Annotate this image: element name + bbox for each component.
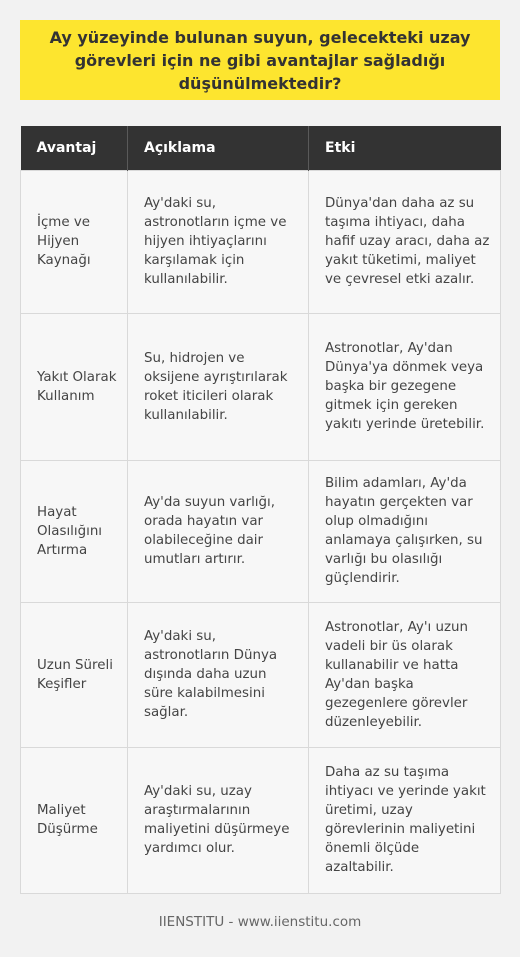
table-row bbox=[21, 460, 501, 602]
table-header-row bbox=[21, 126, 501, 170]
column-header-description: Açıklama bbox=[128, 126, 309, 170]
effect-cell: Daha az su taşıma ihtiyacı ve yerinde yakıt üretimi, uzay görevlerinin maliyetini önemli ölçüde azaltabilir. bbox=[309, 747, 501, 893]
effect-cell: Bilim adamları, Ay'da hayatın gerçekten var olup olmadığını anlamaya çalışırken, su varlığı bu olasılığı güçlendirir. bbox=[309, 460, 501, 602]
description-cell: Ay'daki su, astronotların Dünya dışında daha uzun süre kalabilmesini sağlar. bbox=[128, 602, 309, 747]
table-row bbox=[21, 313, 501, 460]
table-row bbox=[21, 602, 501, 747]
advantage-cell: Maliyet Düşürme bbox=[21, 747, 128, 893]
description-cell: Ay'da suyun varlığı, orada hayatın var olabileceğine dair umutları artırır. bbox=[128, 460, 309, 602]
effect-cell: Dünya'dan daha az su taşıma ihtiyacı, daha hafif uzay aracı, daha az yakıt tüketimi, maliyet ve çevresel etki azalır. bbox=[309, 170, 501, 313]
page-title: Ay yüzeyinde bulunan suyun, gelecekteki uzay görevleri için ne gibi avantajlar sağladığı düşünülmektedir? bbox=[49, 27, 471, 93]
description-cell: Ay'daki su, astronotların içme ve hijyen ihtiyaçlarını karşılamak için kullanılabilir. bbox=[128, 170, 309, 313]
effect-cell: Astronotlar, Ay'dan Dünya'ya dönmek veya başka bir gezegene gitmek için gereken yakıtı yerinde üretebilir. bbox=[309, 313, 501, 460]
advantage-cell: Uzun Süreli Keşifler bbox=[21, 602, 128, 747]
description-cell: Su, hidrojen ve oksijene ayrıştırılarak roket iticileri olarak kullanılabilir. bbox=[128, 313, 309, 460]
footer-credit: IIENSTITU - www.iienstitu.com bbox=[158, 914, 362, 930]
column-header-effect: Etki bbox=[309, 126, 501, 170]
advantages-table bbox=[20, 126, 501, 894]
title-banner bbox=[20, 20, 500, 100]
description-cell: Ay'daki su, uzay araştırmalarının maliyetini düşürmeye yardımcı olur. bbox=[128, 747, 309, 893]
advantage-cell: İçme ve Hijyen Kaynağı bbox=[21, 170, 128, 313]
effect-cell: Astronotlar, Ay'ı uzun vadeli bir üs olarak kullanabilir ve hatta Ay'dan başka gezegenlere görevler düzenleyebilir. bbox=[309, 602, 501, 747]
table-row bbox=[21, 170, 501, 313]
table-row bbox=[21, 747, 501, 893]
column-header-advantage: Avantaj bbox=[21, 126, 128, 170]
advantage-cell: Yakıt Olarak Kullanım bbox=[21, 313, 128, 460]
advantage-cell: Hayat Olasılığını Artırma bbox=[21, 460, 128, 602]
